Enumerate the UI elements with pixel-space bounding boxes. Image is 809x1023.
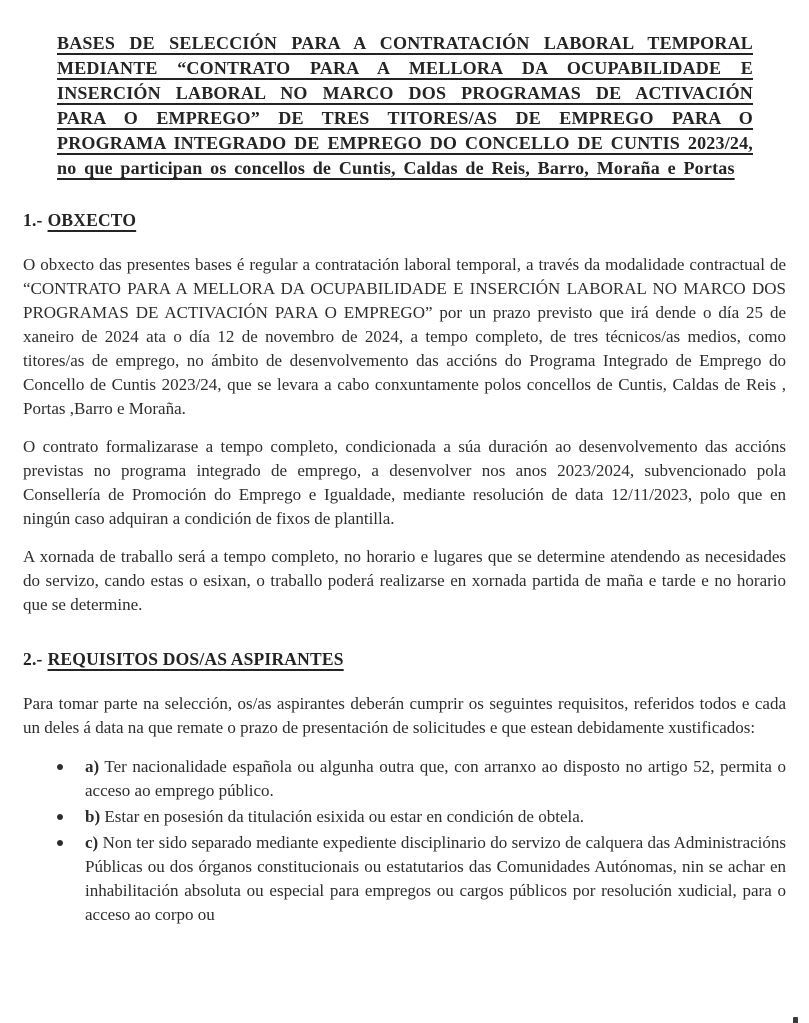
paragraph-requisitos-intro: Para tomar parte na selección, os/as aspirantes deberán cumprir os seguintes requisitos, referidos todos e cada un deles á data na que remate o prazo de presentación de solicitudes e que estean debidamente xustificados:: [23, 694, 786, 737]
section-1-heading: [23, 208, 786, 232]
section-1-title: OBXECTO: [47, 210, 137, 230]
paragraph-obxecto-2: O contrato formalizarase a tempo completo, condicionada a súa duración ao desenvolvemento das accións previstas no programa integrado de emprego, a desenvolver nos anos 2023/2024, subvencionado pola Consellería de Promoción do Emprego e Igualdade, mediante resolución de data 12/11/2023, polo que en ningún caso adquiran a condición de fixos de plantilla.: [23, 437, 786, 528]
section-2-number: 2.-: [23, 649, 43, 669]
requirement-text-c: Non ter sido separado mediante expediente disciplinario do servizo de calquera das Administracións Públicas ou dos órganos constitucionais ou estatutarios das Comunidades Autónomas, nin se achar en inhabilitación absoluta ou especial para empregos ou cargos públicos por resolución xudicial, para o acceso ao corpo ou: [85, 833, 787, 924]
requirement-text-a: Ter nacionalidade española ou algunha outra que, con arranxo ao disposto no artigo 52, permita o acceso ao emprego público.: [85, 757, 786, 800]
bullet-icon: [57, 814, 63, 820]
section-2-title: REQUISITOS DOS/AS ASPIRANTES: [47, 649, 344, 669]
requirements-list: [23, 755, 786, 927]
section-obxecto: [23, 208, 786, 617]
section-1-number: 1.-: [23, 210, 43, 230]
requirement-item-c: [85, 831, 786, 927]
paragraph-obxecto-3: A xornada de traballo será a tempo completo, no horario e lugares que se determine atendendo as necesidades do servizo, cando estas o esixan, o traballo poderá realizarse en xornada partida de maña e tarde e no horario que se determine.: [23, 547, 786, 614]
section-requisitos: [23, 647, 786, 927]
requirement-item-b: [85, 805, 786, 829]
page-number-cropped-mark: [793, 1017, 798, 1023]
requirement-item-a: [85, 755, 786, 803]
requirement-label-c: c): [85, 833, 99, 852]
bullet-icon: [57, 764, 63, 770]
requirement-label-a: a): [85, 757, 100, 776]
paragraph-obxecto-1: O obxecto das presentes bases é regular a contratación laboral temporal, a través da modalidade contractual de “CONTRATO PARA A MELLORA DA OCUPABILIDADE E INSERCIÓN LABORAL NO MARCO DOS PROGRAMAS DE ACTIVACIÓN PARA O EMPREGO” por un prazo previsto que irá dende o día 25 de xaneiro de 2024 ata o día 12 de novembro de 2024, a tempo completo, de tres técnicos/as medios, como titores/as de emprego, no ámbito de desenvolvemento das accións do Programa Integrado de Emprego do Concello de Cuntis 2023/24, que se levara a cabo conxuntamente polos concellos de Cuntis, Caldas de Reis , Portas ,Barro e Moraña.: [23, 255, 786, 418]
section-2-heading: [23, 647, 786, 671]
document-title: BASES DE SELECCIÓN PARA A CONTRATACIÓN LABORAL TEMPORAL MEDIANTE “CONTRATO PARA A MELLORA DA OCUPABILIDADE E INSERCIÓN LABORAL NO MARCO DOS PROGRAMAS DE ACTIVACIÓN PARA O EMPREGO” DE TRES TITORES/AS DE EMPREGO PARA O PROGRAMA INTEGRADO DE EMPREGO DO CONCELLO DE CUNTIS 2023/24, no que participan os concellos de Cuntis, Caldas de Reis, Barro, Moraña e Portas: [57, 33, 753, 178]
bullet-icon: [57, 840, 63, 846]
requirement-label-b: b): [85, 807, 101, 826]
requirement-text-b: Estar en posesión da titulación esixida ou estar en condición de obtela.: [104, 807, 585, 826]
